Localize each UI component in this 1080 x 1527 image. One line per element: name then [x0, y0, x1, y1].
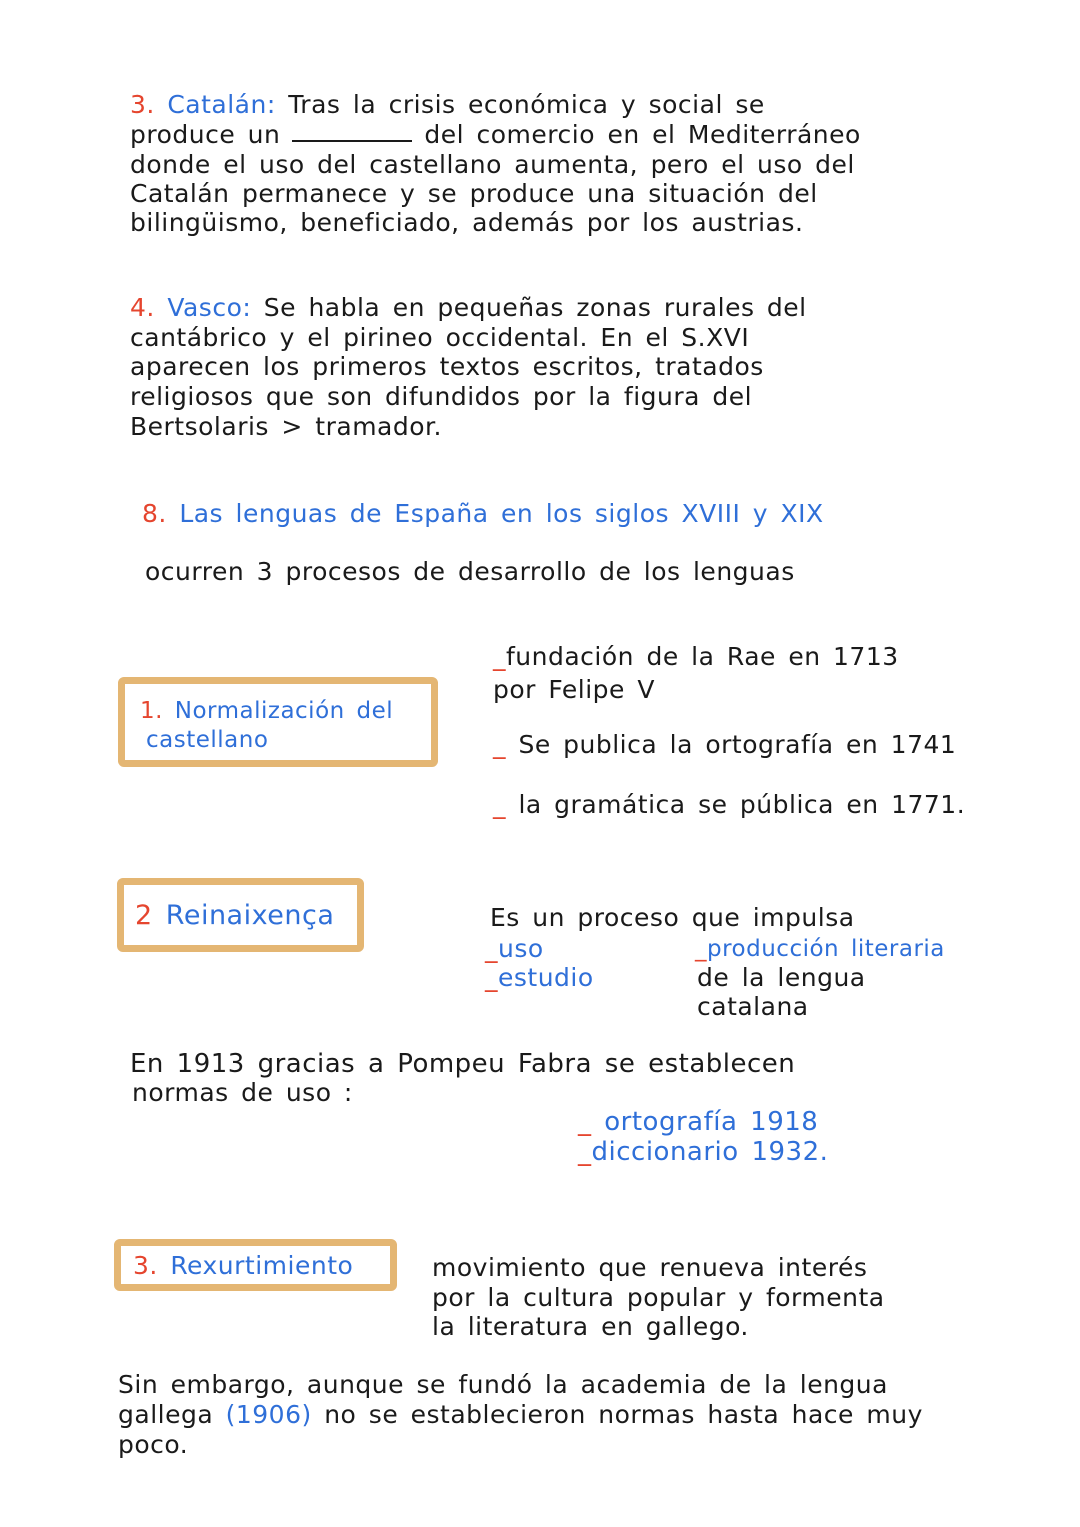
item-text: diccionario 1932. — [591, 1137, 829, 1167]
text-line: por la cultura popular y formenta — [432, 1283, 885, 1312]
text-line: En 1913 gracias a Pompeu Fabra se establecen — [130, 1049, 796, 1079]
section-8-heading — [142, 499, 824, 529]
list-item — [578, 1137, 828, 1167]
item-text: la gramática se pública en 1771. — [518, 790, 966, 819]
title-text: Rexurtimiento — [170, 1251, 354, 1280]
section-number: 2 — [135, 900, 153, 931]
item-text: Se publica la ortografía en 1741 — [518, 730, 957, 759]
section-number: 4. — [130, 293, 155, 322]
dash-bullet: _ — [485, 934, 498, 963]
item-text: ortografía 1918 — [604, 1107, 819, 1137]
dash-bullet: _ — [578, 1137, 592, 1167]
process-1-title — [140, 696, 393, 726]
year-highlight: (1906) — [225, 1400, 312, 1429]
dash-bullet: _ — [493, 730, 506, 759]
text-segment: produce un — [130, 120, 281, 149]
text-line: Bertsolaris > tramador. — [130, 412, 442, 441]
process-3-title — [133, 1251, 353, 1281]
text-line: aparecen los primeros textos escritos, tratados — [130, 352, 764, 381]
dash-bullet: _ — [493, 790, 506, 819]
blank-line — [292, 130, 412, 142]
text-line: poco. — [118, 1430, 189, 1459]
list-item — [695, 934, 945, 964]
text-line: Tras la crisis económica y social se — [288, 90, 765, 119]
list-item — [493, 790, 965, 820]
text-line — [118, 1400, 923, 1430]
text-segment: del comercio en el Mediterráneo — [424, 120, 861, 149]
dash-bullet: _ — [695, 936, 707, 962]
title-text: Reinaixença — [165, 900, 335, 931]
text-segment: Se habla en pequeñas zonas rurales del — [263, 293, 807, 322]
text-line: bilingüismo, beneficiado, además por los austrias. — [130, 208, 804, 237]
vasco-heading-line — [130, 293, 807, 323]
section-number: 8. — [142, 499, 167, 528]
dash-bullet: _ — [578, 1107, 592, 1137]
title-line: Normalización del — [174, 698, 394, 724]
process-2-title — [135, 901, 334, 931]
list-item — [493, 730, 956, 760]
item-text: uso — [498, 934, 544, 963]
text-line — [130, 120, 861, 150]
text-line: catalana — [697, 992, 809, 1021]
list-item — [493, 642, 899, 672]
list-item — [485, 934, 544, 964]
text-line: normas de uso : — [132, 1078, 353, 1107]
section-number: 3. — [130, 90, 155, 119]
list-item — [578, 1107, 818, 1137]
text-line: Catalán permanece y se produce una situación del — [130, 179, 818, 208]
section-title: Vasco: — [167, 293, 252, 322]
intro-line: ocurren 3 procesos de desarrollo de los lenguas — [145, 557, 795, 586]
text-line: la literatura en gallego. — [432, 1312, 749, 1341]
item-text: estudio — [498, 963, 594, 992]
text-segment: no se establecieron normas hasta hace muy — [324, 1400, 923, 1429]
item-text: producción literaria — [707, 936, 945, 962]
process-1-title-line2: castellano — [146, 727, 269, 753]
text-line: donde el uso del castellano aumenta, pero el uso del — [130, 150, 855, 179]
list-item-continuation: por Felipe V — [493, 675, 655, 704]
dash-bullet: _ — [485, 963, 498, 992]
section-title: Las lenguas de España en los siglos XVIII y XIX — [179, 499, 824, 528]
item-text: fundación de la Rae en 1713 — [506, 642, 899, 671]
text-line: cantábrico y el pirineo occidental. En el S.XVI — [130, 323, 750, 352]
process-2-desc: Es un proceso que impulsa — [490, 903, 855, 932]
section-title: Catalán: — [167, 90, 276, 119]
text-line: movimiento que renueva interés — [432, 1253, 868, 1282]
section-number: 1. — [140, 698, 163, 724]
text-segment: gallega — [118, 1400, 214, 1429]
text-line: religiosos que son difundidos por la figura del — [130, 382, 753, 411]
catalan-heading-line — [130, 90, 765, 120]
text-line: de la lengua — [697, 963, 866, 992]
text-line: Sin embargo, aunque se fundó la academia de la lengua — [118, 1370, 888, 1399]
list-item — [485, 963, 594, 993]
dash-bullet: _ — [493, 642, 506, 671]
section-number: 3. — [133, 1251, 158, 1280]
